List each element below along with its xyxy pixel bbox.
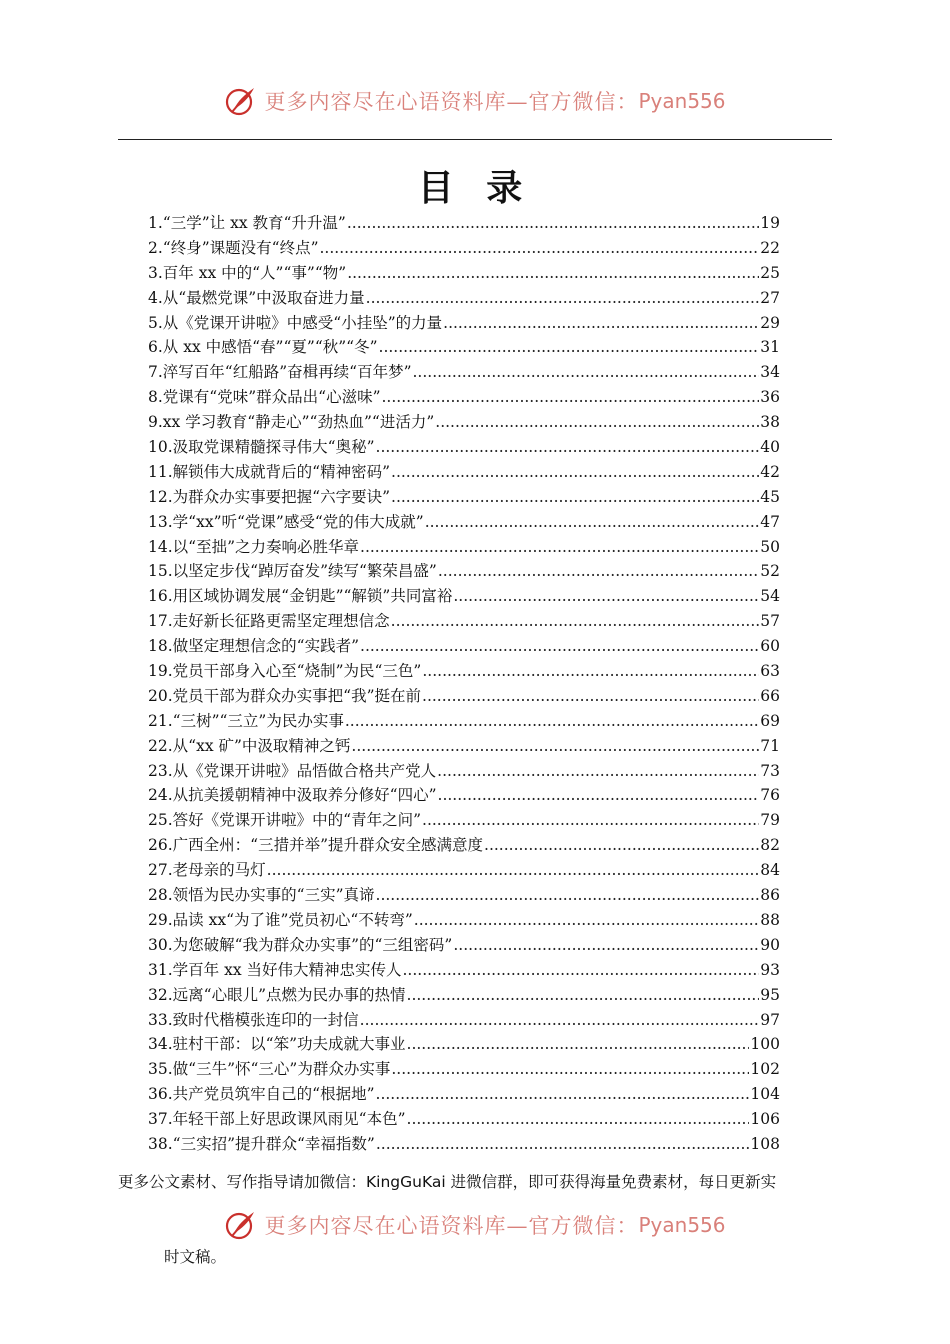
toc-leader-dots (484, 833, 759, 858)
toc-entry-number: 17. (148, 612, 173, 631)
toc-entry[interactable] (148, 261, 780, 286)
toc-entry-number: 14. (148, 537, 173, 556)
toc-entry-title: 年轻干部上好思政课风雨见“本色” (172, 1110, 406, 1129)
toc-entry-number: 18. (148, 637, 173, 656)
toc-entry-title: 百年 xx 中的“人”“事”“物” (162, 263, 347, 282)
toc-entry-title: 做“三牛”怀“三心”为群众办实事 (172, 1060, 391, 1079)
toc-entry-page: 95 (760, 985, 780, 1004)
toc-entry-title: 用区域协调发展“金钥匙”“解锁”共同富裕 (172, 587, 453, 606)
toc-entry-page: 40 (760, 438, 780, 457)
toc-entry-title: 以坚定步伐“踔厉奋发”续写“繁荣昌盛” (172, 562, 437, 581)
toc-entry-number: 8. (148, 388, 163, 407)
toc-entry[interactable] (148, 584, 780, 609)
toc-leader-dots (414, 908, 760, 933)
toc-entry-title: 广西全州：“三措并举”提升群众安全感满意度 (172, 836, 484, 855)
toc-leader-dots (366, 286, 760, 311)
toc-entry-number: 13. (148, 512, 173, 531)
watermark-header (0, 84, 950, 118)
toc-entry[interactable] (148, 1008, 780, 1033)
toc-leader-dots (360, 634, 759, 659)
toc-entry-title: 答好《党课开讲啦》中的“青年之问” (172, 811, 422, 830)
toc-entry-number: 6. (148, 338, 163, 357)
toc-entry-title: xx 学习教育“静走心”“劲热血”“进活力” (162, 413, 435, 432)
toc-leader-dots (407, 1107, 750, 1132)
toc-entry-title: 领悟为民办实事的“三实”真谛 (172, 886, 375, 905)
toc-entry[interactable] (148, 410, 780, 435)
toc-entry[interactable] (148, 709, 780, 734)
toc-entry-title: 老母亲的马灯 (172, 861, 266, 880)
toc-entry[interactable] (148, 958, 780, 983)
toc-entry[interactable] (148, 485, 780, 510)
toc-entry[interactable] (148, 759, 780, 784)
toc-entry-title: 党员干部为群众办实事把“我”挺在前 (172, 686, 422, 705)
toc-entry-number: 28. (148, 886, 173, 905)
toc-leader-dots (435, 410, 759, 435)
toc-entry-number: 15. (148, 562, 173, 581)
toc-leader-dots (413, 360, 760, 385)
toc-entry-title: “三树”“三立”为民办实事 (172, 711, 344, 730)
toc-entry-title: 以“至拙”之力奏响必胜华章 (172, 537, 360, 556)
toc-entry-title: 从 xx 中感悟“春”“夏”“秋”“冬” (162, 338, 378, 357)
toc-entry[interactable] (148, 385, 780, 410)
toc-entry-page: 102 (750, 1060, 780, 1079)
toc-entry-page: 25 (760, 263, 780, 282)
toc-leader-dots (453, 933, 759, 958)
toc-entry-number: 38. (148, 1134, 173, 1153)
toc-entry-number: 29. (148, 910, 173, 929)
watermark-text: 更多内容尽在心语资料库—官方微信： (264, 1214, 639, 1238)
toc-entry[interactable] (148, 883, 780, 908)
toc-entry-number: 16. (148, 587, 173, 606)
toc-entry[interactable] (148, 734, 780, 759)
toc-entry-page: 45 (760, 487, 780, 506)
page-title: 目 录 (417, 167, 533, 209)
toc-entry[interactable] (148, 335, 780, 360)
toc-entry-number: 35. (148, 1060, 173, 1079)
toc-leader-dots (379, 335, 760, 360)
toc-entry[interactable] (148, 933, 780, 958)
toc-entry-page: 36 (760, 388, 780, 407)
toc-entry-title: 学百年 xx 当好伟大精神忠实传人 (172, 960, 402, 979)
toc-entry-page: 52 (760, 562, 780, 581)
toc-entry[interactable] (148, 609, 780, 634)
toc-leader-dots (407, 1032, 750, 1057)
toc-entry-title: 致时代楷模张连印的一封信 (172, 1010, 359, 1029)
toc-entry-title: “三实招”提升群众“幸福指数” (172, 1134, 375, 1153)
toc-entry-title: 党课有“党味”群众品出“心滋味” (162, 388, 381, 407)
toc-entry-title: “三学”让 xx 教育“升升温” (162, 214, 346, 232)
toc-entry[interactable] (148, 684, 780, 709)
toc-leader-dots (320, 236, 760, 261)
toc-leader-dots (391, 609, 760, 634)
header-rule (118, 139, 832, 140)
toc-entry-page: 69 (760, 711, 780, 730)
toc-entry-title: 做坚定理想信念的“实践者” (172, 637, 360, 656)
toc-leader-dots (443, 311, 759, 336)
toc-entry[interactable] (148, 858, 780, 883)
toc-entry[interactable] (148, 1132, 780, 1157)
toc-entry[interactable] (148, 559, 780, 584)
toc-leader-dots (422, 684, 759, 709)
toc-entry-title: 共产党员筑牢自己的“根据地” (172, 1085, 375, 1104)
toc-leader-dots (376, 1082, 750, 1107)
toc-entry[interactable] (148, 1082, 780, 1107)
toc-entry-page: 63 (760, 662, 780, 681)
toc-entry-page: 106 (750, 1110, 780, 1129)
toc-entry-number: 11. (148, 462, 173, 481)
toc-leader-dots (437, 759, 759, 784)
toc-entry-number: 24. (148, 786, 173, 805)
toc-entry-page: 57 (760, 612, 780, 631)
toc-entry-number: 23. (148, 761, 173, 780)
toc-entry-title: 从“最燃党课”中汲取奋进力量 (162, 288, 365, 307)
toc-entry-number: 21. (148, 711, 173, 730)
toc-entry-page: 31 (760, 338, 780, 357)
toc-entry-number: 10. (148, 438, 173, 457)
toc-entry[interactable] (148, 236, 780, 261)
toc-entry-number: 4. (148, 288, 163, 307)
toc-entry-number: 27. (148, 861, 173, 880)
toc-leader-dots (345, 709, 759, 734)
toc-leader-dots (422, 808, 759, 833)
toc-entry-title: 汲取党课精髓探寻伟大“奥秘” (172, 438, 375, 457)
toc-entry-page: 79 (760, 811, 780, 830)
toc-leader-dots (360, 1008, 760, 1033)
toc-entry-title: “终身”课题没有“终点” (162, 238, 319, 257)
toc-entry-page: 104 (750, 1085, 780, 1104)
toc-leader-dots (376, 883, 760, 908)
toc-entry-number: 1. (148, 214, 163, 232)
toc-leader-dots (347, 211, 759, 236)
toc-entry-number: 5. (148, 313, 163, 332)
toc-entry-number: 34. (148, 1035, 173, 1054)
toc-entry-title: 走好新长征路更需坚定理想信念 (172, 612, 390, 631)
toc-entry-page: 97 (760, 1010, 780, 1029)
toc-entry-page: 88 (760, 910, 780, 929)
toc-entry-number: 20. (148, 686, 173, 705)
toc-entry-number: 22. (148, 736, 173, 755)
watermark-text: 更多内容尽在心语资料库—官方微信： (264, 90, 639, 114)
toc-leader-dots (453, 584, 759, 609)
toc-entry[interactable] (148, 435, 780, 460)
toc-entry-page: 108 (750, 1134, 780, 1153)
toc-entry-page: 66 (760, 686, 780, 705)
toc-entry-page: 19 (760, 214, 780, 232)
toc-leader-dots (391, 485, 759, 510)
toc-entry-title: 从《党课开讲啦》中感受“小挂坠”的力量 (162, 313, 443, 332)
toc-entry[interactable] (148, 311, 780, 336)
toc-leader-dots (438, 559, 759, 584)
toc-entry[interactable] (148, 983, 780, 1008)
toc-entry-title: 从抗美援朝精神中汲取养分修好“四心” (172, 786, 437, 805)
toc-entry-page: 90 (760, 935, 780, 954)
toc-entry-title: 淬写百年“红船路”奋楫再续“百年梦” (162, 363, 412, 382)
toc-entry[interactable] (148, 908, 780, 933)
toc-leader-dots (347, 261, 759, 286)
toc-entry-number: 12. (148, 487, 173, 506)
toc-entry-title: 为您破解“我为群众办实事”的“三组密码” (172, 935, 453, 954)
toc-entry-number: 7. (148, 363, 163, 382)
toc-entry[interactable] (148, 211, 780, 236)
toc-entry-page: 38 (760, 413, 780, 432)
toc-entry-page: 29 (760, 313, 780, 332)
toc-entry-title: 学“xx”听“党课”感受“党的伟大成就” (172, 512, 424, 531)
toc-entry-page: 76 (760, 786, 780, 805)
toc-entry-number: 32. (148, 985, 173, 1004)
table-of-contents (148, 211, 780, 1157)
toc-entry[interactable] (148, 1107, 780, 1132)
watermark-id: Pyan556 (638, 89, 726, 113)
toc-entry-number: 9. (148, 413, 163, 432)
feather-logo-icon (224, 84, 258, 118)
toc-leader-dots (425, 510, 760, 535)
toc-entry-page: 47 (760, 512, 780, 531)
toc-entry-title: 党员干部身入心至“烧制”为民“三色” (172, 662, 422, 681)
toc-entry-page: 82 (760, 836, 780, 855)
footer-note: 更多公文素材、写作指导请加微信：KingGuKai 进微信群，即可获得海量免费素材，每日更新实 (118, 1173, 777, 1191)
toc-entry-number: 30. (148, 935, 173, 954)
toc-leader-dots (438, 783, 760, 808)
toc-entry-number: 26. (148, 836, 173, 855)
toc-entry-page: 54 (760, 587, 780, 606)
toc-entry[interactable] (148, 360, 780, 385)
toc-entry[interactable] (148, 808, 780, 833)
toc-entry[interactable] (148, 1057, 780, 1082)
toc-leader-dots (267, 858, 760, 883)
toc-entry[interactable] (148, 659, 780, 684)
toc-entry-page: 100 (750, 1035, 780, 1054)
toc-entry-page: 73 (760, 761, 780, 780)
toc-entry-title: 品读 xx“为了谁”党员初心“不转弯” (172, 910, 413, 929)
toc-entry-number: 33. (148, 1010, 173, 1029)
footer-note-continued: 时文稿。 (164, 1248, 227, 1266)
toc-leader-dots (376, 435, 760, 460)
toc-entry-page: 22 (760, 238, 780, 257)
toc-entry-page: 27 (760, 288, 780, 307)
toc-entry-number: 2. (148, 238, 163, 257)
toc-leader-dots (391, 460, 759, 485)
toc-entry-page: 60 (760, 637, 780, 656)
toc-entry[interactable] (148, 286, 780, 311)
toc-leader-dots (376, 1132, 750, 1157)
toc-entry-title: 为群众办实事要把握“六字要诀” (172, 487, 391, 506)
watermark-footer (0, 1208, 950, 1242)
toc-entry[interactable] (148, 833, 780, 858)
toc-entry-number: 25. (148, 811, 173, 830)
toc-entry[interactable] (148, 1032, 780, 1057)
toc-entry[interactable] (148, 634, 780, 659)
toc-leader-dots (403, 958, 760, 983)
toc-entry-title: 远离“心眼儿”点燃为民办事的热情 (172, 985, 406, 1004)
toc-entry-number: 19. (148, 662, 173, 681)
watermark-id: Pyan556 (638, 1213, 726, 1237)
toc-entry-title: 从“xx 矿”中汲取精神之钙 (172, 736, 351, 755)
toc-entry-number: 3. (148, 263, 163, 282)
toc-entry-page: 93 (760, 960, 780, 979)
toc-entry[interactable] (148, 460, 780, 485)
toc-entry-number: 31. (148, 960, 173, 979)
toc-leader-dots (391, 1057, 749, 1082)
toc-entry-number: 37. (148, 1110, 173, 1129)
toc-entry-number: 36. (148, 1085, 173, 1104)
toc-entry[interactable] (148, 535, 780, 560)
toc-leader-dots (422, 659, 759, 684)
toc-entry-title: 从《党课开讲啦》品悟做合格共产党人 (172, 761, 437, 780)
toc-entry-page: 34 (760, 363, 780, 382)
toc-entry-page: 42 (760, 462, 780, 481)
toc-entry-page: 84 (760, 861, 780, 880)
toc-leader-dots (382, 385, 760, 410)
toc-entry-title: 解锁伟大成就背后的“精神密码” (172, 462, 391, 481)
toc-leader-dots (360, 535, 759, 560)
toc-entry-title: 驻村干部：以“笨”功夫成就大事业 (172, 1035, 406, 1054)
toc-entry-page: 71 (760, 736, 780, 755)
toc-entry[interactable] (148, 510, 780, 535)
toc-leader-dots (351, 734, 759, 759)
toc-entry-page: 86 (760, 886, 780, 905)
toc-entry[interactable] (148, 783, 780, 808)
feather-logo-icon (224, 1208, 258, 1242)
toc-leader-dots (407, 983, 760, 1008)
toc-entry-page: 50 (760, 537, 780, 556)
